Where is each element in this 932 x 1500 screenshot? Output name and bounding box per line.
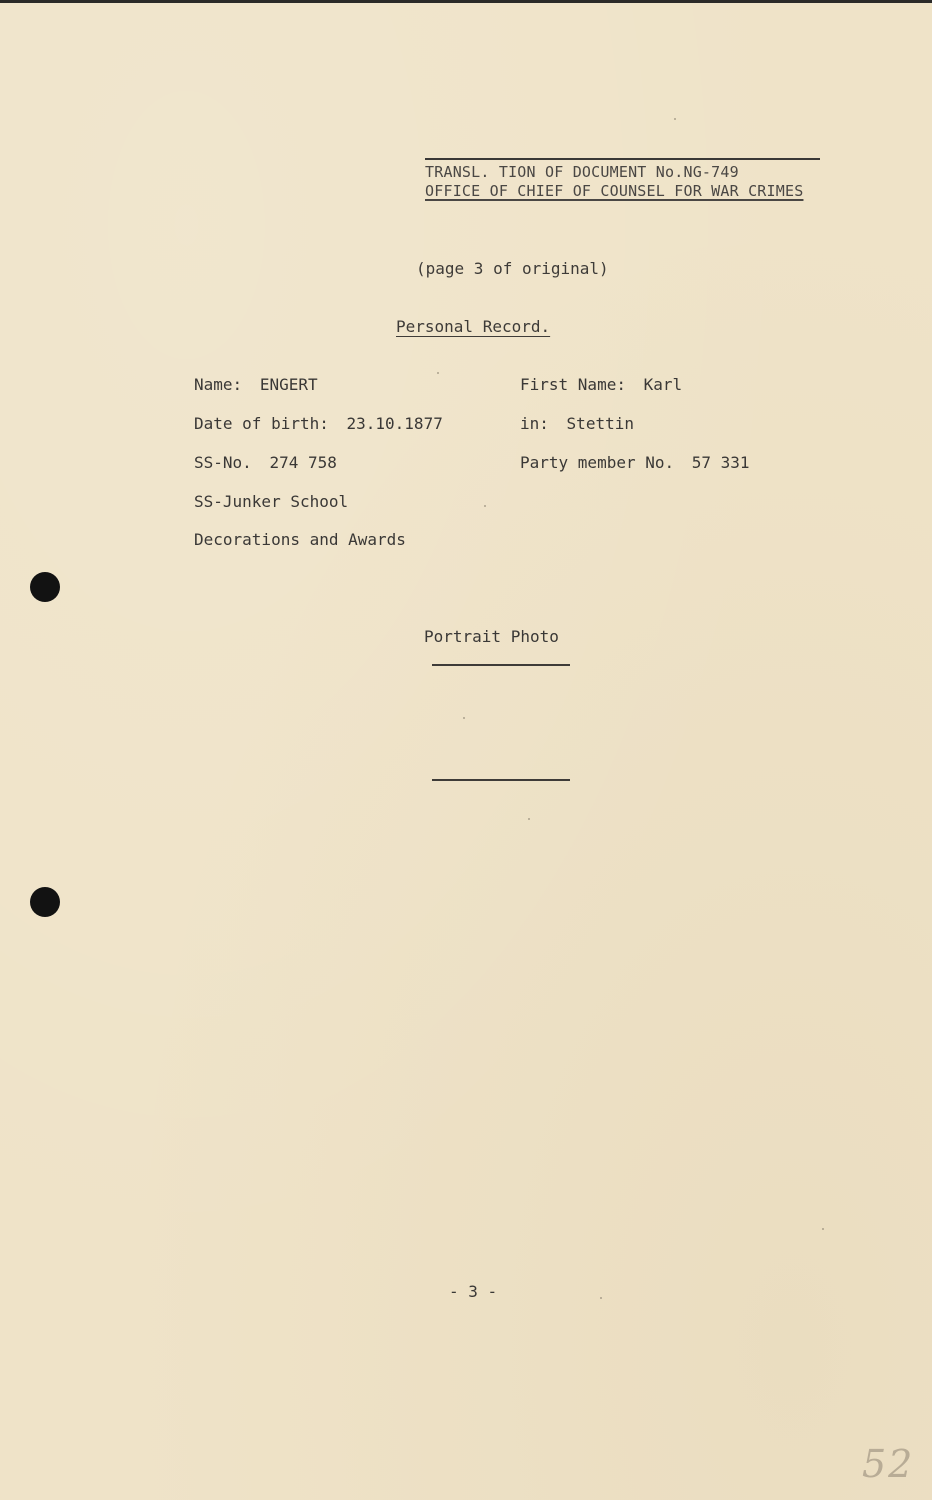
punch-hole-bottom (30, 887, 60, 917)
paper-speck (528, 818, 530, 820)
page-number: - 3 - (449, 1282, 498, 1301)
ss-number-label: SS-No. (194, 453, 252, 472)
paper-speck (463, 717, 465, 719)
date-of-birth-label: Date of birth: (194, 414, 329, 433)
name-label: Name: (194, 375, 243, 394)
junker-school-line: SS-Junker School (194, 492, 349, 511)
office-header: OFFICE OF CHIEF OF COUNSEL FOR WAR CRIMES (425, 182, 804, 200)
paper-speck (822, 1228, 824, 1230)
record-title: Personal Record. (396, 317, 551, 336)
paper-speck (600, 1297, 602, 1299)
first-name-label: First Name: (520, 375, 626, 394)
page-top-edge (0, 0, 932, 3)
original-page-reference: (page 3 of original) (416, 259, 609, 278)
photo-rule-bottom (432, 779, 570, 781)
ss-number-field (194, 453, 337, 472)
party-member-value: 57 331 (691, 453, 750, 472)
name-value: ENGERT (259, 375, 318, 394)
first-name-value: Karl (643, 375, 683, 394)
date-of-birth-field (194, 414, 443, 433)
header-rule (425, 158, 820, 160)
first-name-field (520, 375, 682, 394)
paper-speck (484, 505, 486, 507)
ss-number-value: 274 758 (269, 453, 337, 472)
birthplace-field (520, 414, 634, 433)
handwritten-page-mark: 52 (862, 1442, 915, 1486)
birthplace-value: Stettin (566, 414, 634, 433)
punch-hole-top (30, 572, 60, 602)
name-field (194, 375, 318, 394)
decorations-line: Decorations and Awards (194, 530, 406, 549)
paper-speck (437, 372, 439, 374)
translation-header: TRANSL. TION OF DOCUMENT No.NG-749 (425, 163, 739, 181)
date-of-birth-value: 23.10.1877 (346, 414, 443, 433)
photo-rule-top (432, 664, 570, 666)
portrait-photo-label: Portrait Photo (424, 627, 559, 646)
party-member-label: Party member No. (520, 453, 675, 472)
birthplace-label: in: (520, 414, 549, 433)
paper-speck (674, 118, 676, 120)
party-member-field (520, 453, 750, 472)
